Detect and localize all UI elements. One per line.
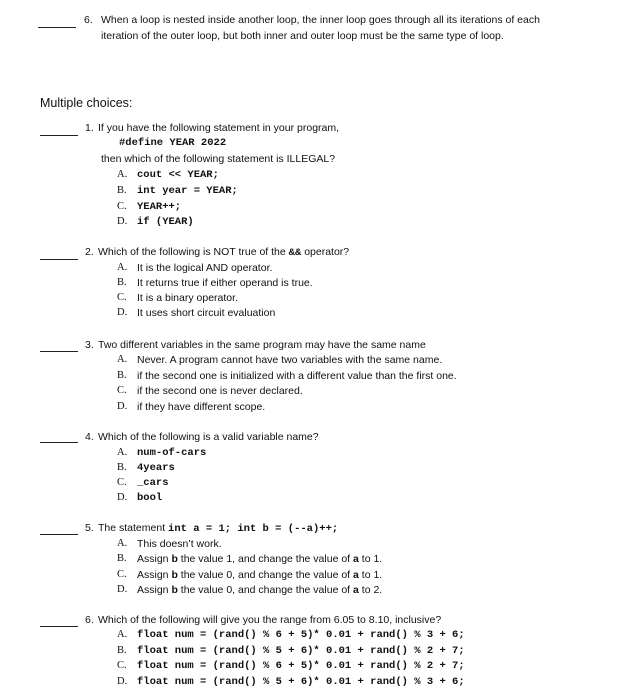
q3-option-letter: A.	[117, 354, 128, 365]
answer-blank-tf6[interactable]	[38, 27, 76, 28]
q1-stem: If you have the following statement in your program,	[98, 122, 340, 134]
q5-option-letter: A.	[117, 538, 128, 549]
q3-stem: Two different variables in the same program may have the same name	[98, 339, 426, 351]
q6-option-b[interactable]: float num = (rand() % 5 + 6)* 0.01 + rand() % 2 + 7;	[137, 645, 465, 657]
q2-stem-operator: &&	[288, 247, 302, 259]
q4-option-letter: D.	[117, 492, 128, 503]
q5-c-text-3: to 1.	[361, 569, 383, 581]
q5-d-text-3: to 2.	[361, 584, 383, 596]
q5-b-text-3: to 1.	[361, 553, 383, 565]
q5-option-a[interactable]: This doesn’t work.	[137, 538, 222, 550]
q2-option-d[interactable]: It uses short circuit evaluation	[137, 307, 276, 319]
q2-stem-text: Which of the following is NOT true of the	[98, 246, 286, 258]
q5-option-letter: C.	[117, 569, 127, 580]
q1-option-letter: A.	[117, 169, 128, 180]
q5-c-var-b: b	[171, 569, 178, 581]
answer-blank-q4[interactable]	[40, 442, 78, 443]
q3-option-letter: D.	[117, 401, 128, 412]
answer-blank-q2[interactable]	[40, 259, 78, 260]
q1-option-b[interactable]: int year = YEAR;	[137, 185, 238, 197]
q5-number: 5.	[85, 522, 94, 534]
multiple-choice-header: Multiple choices:	[40, 96, 133, 110]
q2-option-letter: B.	[117, 277, 127, 288]
q2-option-letter: A.	[117, 262, 128, 273]
tf6-number: 6.	[84, 14, 93, 26]
q5-option-b[interactable]	[137, 553, 382, 565]
q2-option-b[interactable]: It returns true if either operand is true.	[137, 277, 313, 289]
q1-number: 1.	[85, 122, 94, 134]
q2-stem-text-end: operator?	[304, 246, 350, 258]
tf6-text-line2: iteration of the outer loop, but both inner and outer loop must be the same type of loop.	[101, 30, 504, 42]
q6-stem: Which of the following will give you the range from 6.05 to 8.10, inclusive?	[98, 614, 442, 626]
q5-option-letter: B.	[117, 553, 127, 564]
q3-option-letter: C.	[117, 385, 127, 396]
q4-stem: Which of the following is a valid variable name?	[98, 431, 319, 443]
q5-c-var-a: a	[353, 569, 359, 581]
q1-option-letter: D.	[117, 216, 128, 227]
q6-option-letter: D.	[117, 676, 128, 687]
q6-option-letter: C.	[117, 660, 127, 671]
q4-option-c[interactable]: _cars	[137, 477, 169, 489]
q2-option-letter: C.	[117, 292, 127, 303]
q1-option-d[interactable]: if (YEAR)	[137, 216, 194, 228]
q5-d-var-b: b	[171, 584, 178, 596]
q5-b-text-1: Assign	[137, 553, 169, 565]
q5-stem	[98, 522, 338, 535]
q5-c-text-2: the value 0, and change the value of	[180, 569, 351, 581]
q2-option-c[interactable]: It is a binary operator.	[137, 292, 238, 304]
answer-blank-q5[interactable]	[40, 534, 78, 535]
answer-blank-q6[interactable]	[40, 626, 78, 627]
q3-option-letter: B.	[117, 370, 127, 381]
q2-stem	[98, 246, 349, 259]
q2-option-a[interactable]: It is the logical AND operator.	[137, 262, 273, 274]
q5-option-d[interactable]	[137, 584, 382, 596]
q1-option-c[interactable]: YEAR++;	[137, 201, 182, 213]
q5-b-var-b: b	[171, 553, 178, 565]
q5-option-letter: D.	[117, 584, 128, 595]
q5-d-var-a: a	[353, 584, 359, 596]
q3-option-b[interactable]: if the second one is initialized with a different value than the first one.	[137, 370, 457, 382]
q4-option-letter: C.	[117, 477, 127, 488]
q4-option-a[interactable]: num-of-cars	[137, 447, 207, 459]
q3-option-d[interactable]: if they have different scope.	[137, 401, 266, 413]
answer-blank-q3[interactable]	[40, 351, 78, 352]
q2-option-letter: D.	[117, 307, 128, 318]
q4-option-letter: B.	[117, 462, 127, 473]
q5-stem-code: int a = 1; int b = (--a)++;	[168, 523, 339, 535]
q5-d-text-2: the value 0, and change the value of	[180, 584, 351, 596]
q6-option-letter: A.	[117, 629, 128, 640]
q5-option-c[interactable]	[137, 569, 382, 581]
q1-option-letter: C.	[117, 201, 127, 212]
q6-option-d[interactable]: float num = (rand() % 5 + 6)* 0.01 + rand() % 3 + 6;	[137, 676, 465, 688]
q4-option-letter: A.	[117, 447, 128, 458]
q5-b-var-a: a	[353, 553, 359, 565]
q2-number: 2.	[85, 246, 94, 258]
q1-code: #define YEAR 2022	[119, 137, 227, 149]
q4-option-b[interactable]: 4years	[137, 462, 175, 474]
q1-option-a[interactable]: cout << YEAR;	[137, 169, 219, 181]
q5-d-text-1: Assign	[137, 584, 169, 596]
q4-option-d[interactable]: bool	[137, 492, 163, 504]
q6-option-a[interactable]: float num = (rand() % 6 + 5)* 0.01 + rand() % 3 + 6;	[137, 629, 465, 641]
q3-option-a[interactable]: Never. A program cannot have two variables with the same name.	[137, 354, 443, 366]
q6-option-c[interactable]: float num = (rand() % 6 + 5)* 0.01 + rand() % 2 + 7;	[137, 660, 465, 672]
q1-follow: then which of the following statement is ILLEGAL?	[101, 153, 336, 165]
q6-number: 6.	[85, 614, 94, 626]
q5-stem-text: The statement	[98, 522, 166, 534]
q6-option-letter: B.	[117, 645, 127, 656]
q1-option-letter: B.	[117, 185, 127, 196]
q5-c-text-1: Assign	[137, 569, 169, 581]
q5-b-text-2: the value 1, and change the value of	[180, 553, 351, 565]
q3-number: 3.	[85, 339, 94, 351]
tf6-text-line1: When a loop is nested inside another loop, the inner loop goes through all its iterations of each	[101, 14, 540, 26]
q3-option-c[interactable]: if the second one is never declared.	[137, 385, 303, 397]
q4-number: 4.	[85, 431, 94, 443]
answer-blank-q1[interactable]	[40, 135, 78, 136]
